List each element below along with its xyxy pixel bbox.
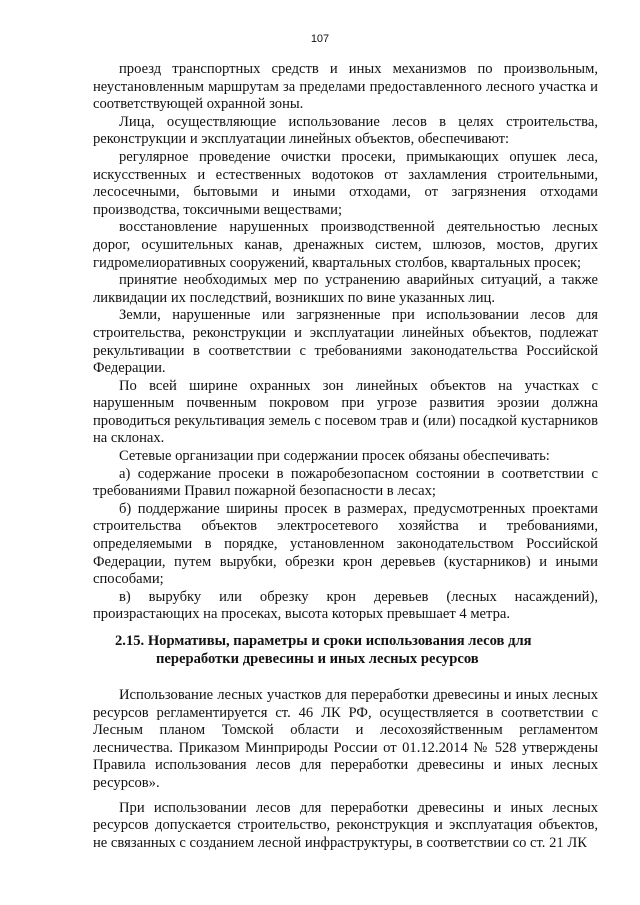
paragraph: Использование лесных участков для переработки древесины и иных лесных ресурсов регламентируется ст. 46 ЛК РФ, осуществляется в соответствии с Лесным планом Томской области и лесохозяйственным регламентом лесничества. Приказом Минприроды России от 01.12.2014 № 528 утверждены Правила использования лесов для переработки древесины и иных лесных ресурсов».: [93, 687, 598, 791]
body-text-top: [93, 61, 598, 624]
paragraph: Лица, осуществляющие использование лесов в целях строительства, реконструкции и эксплуатации линейных объектов, обеспечивают:: [93, 113, 598, 148]
list-item-a: а) содержание просеки в пожаробезопасном состоянии в соответствии с требованиями Правил пожарной безопасности в лесах;: [93, 465, 598, 500]
paragraph: Сетевые организации при содержании просек обязаны обеспечивать:: [119, 448, 550, 465]
paragraph: принятие необходимых мер по устранению аварийных ситуаций, а также ликвидации их последствий, возникших по вине указанных лиц.: [93, 272, 598, 306]
page-number: 107: [310, 33, 330, 45]
body-text-bottom: [93, 687, 598, 852]
list-item-c: в) вырубку или обрезку крон деревьев (лесных насаждений), произрастающих на просеках, высота которых превышает 4 метра.: [93, 588, 598, 623]
paragraph: Земли, нарушенные или загрязненные при использовании лесов для строительства, реконструкции и эксплуатации линейных объектов, подлежат рекультивации в соответствии с требованиями законодательства Российской Федерации.: [93, 307, 598, 377]
section-heading: [115, 633, 598, 668]
paragraph: По всей ширине охранных зон линейных объектов на участках с нарушенным почвенным покровом при угрозе развития эрозии должна проводиться рекультивация земель с посевом трав и (или) посадкой кустарников на склонах.: [93, 377, 598, 447]
paragraph: восстановление нарушенных производственной деятельностью лесных дорог, осушительных канав, дренажных систем, шлюзов, мостов, других гидромелиоративных сооружений, квартальных столбов, квартальных просек;: [93, 219, 598, 271]
paragraph: проезд транспортных средств и иных механизмов по произвольным, неустановленным маршрутам за пределами предоставленного лесного участка и соответствующей охранной зоны.: [93, 61, 598, 113]
list-item-b: б) поддержание ширины просек в размерах, предусмотренных проектами строительства объектов электросетевого хозяйства и требованиями, определяемыми в порядке, установленном законодательством Российской Федерации, путем вырубки, обрезки крон деревьев (кустарников) и иными способами;: [93, 500, 598, 588]
paragraph: При использовании лесов для переработки древесины и иных лесных ресурсов допускается строительство, реконструкция и эксплуатация объектов, не связанных с созданием лесной инфраструктуры, в соответствии со ст. 21 ЛК: [93, 799, 598, 851]
section-heading-line2: переработки древесины и иных лесных ресурсов: [156, 650, 479, 667]
section-heading-line1: 2.15. Нормативы, параметры и сроки использования лесов для: [115, 633, 532, 649]
paragraph: регулярное проведение очистки просеки, примыкающих опушек леса, искусственных и естественных водотоков от захламления строительными, лесосечными, бытовыми и иными отходами, от загрязнения отходами производства, токсичными веществами;: [93, 148, 598, 218]
